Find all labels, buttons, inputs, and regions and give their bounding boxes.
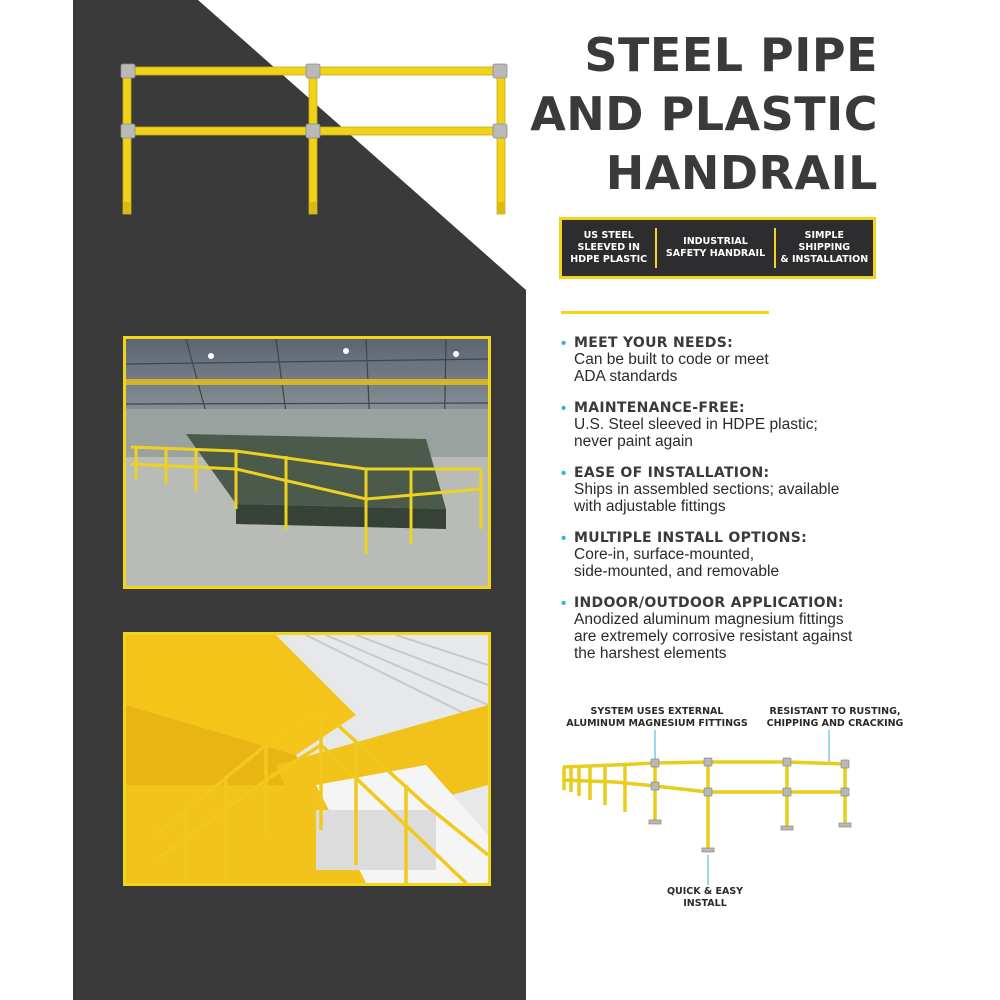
handrail-callout-diagram: [555, 730, 855, 890]
bullet-icon: •: [561, 335, 567, 352]
feature-list: [561, 335, 941, 677]
title-line-1: STEEL PIPE: [584, 28, 878, 82]
bullet-icon: •: [561, 400, 567, 417]
feature-heading: EASE OF INSTALLATION:: [574, 465, 770, 481]
feature-text: never paint again: [574, 433, 693, 450]
feature-text: are extremely corrosive resistant against: [574, 628, 853, 645]
feature-text: Ships in assembled sections; available: [574, 481, 840, 498]
feature-text: Core-in, surface-mounted,: [574, 546, 755, 563]
feature-text: ADA standards: [574, 368, 678, 385]
crane-walkway-photo: [123, 632, 491, 886]
feature-text: the harshest elements: [574, 645, 727, 662]
handrail-section-illustration: [118, 62, 508, 222]
feature-install-options: [561, 530, 941, 580]
feature-badge-strip: [559, 217, 876, 279]
bullet-icon: •: [561, 465, 567, 482]
feature-text: with adjustable fittings: [574, 498, 726, 515]
feature-text: Anodized aluminum magnesium fittings: [574, 611, 844, 628]
callout-fittings: SYSTEM USES EXTERNAL ALUMINUM MAGNESIUM FITTINGS: [566, 706, 748, 729]
feature-meet-needs: [561, 335, 941, 385]
feature-heading: INDOOR/OUTDOOR APPLICATION:: [574, 595, 844, 611]
feature-heading: MULTIPLE INSTALL OPTIONS:: [574, 530, 808, 546]
feature-text: U.S. Steel sleeved in HDPE plastic;: [574, 416, 818, 433]
feature-heading: MEET YOUR NEEDS:: [574, 335, 733, 351]
callout-install: QUICK & EASY INSTALL: [666, 886, 744, 909]
feature-ease-of-installation: [561, 465, 941, 515]
title-line-2: AND PLASTIC: [530, 87, 878, 141]
feature-indoor-outdoor: [561, 595, 941, 662]
bullet-icon: •: [561, 530, 567, 547]
feature-heading: MAINTENANCE-FREE:: [574, 400, 745, 416]
feature-text: side-mounted, and removable: [574, 563, 780, 580]
badge-industrial: INDUSTRIAL SAFETY HANDRAIL: [665, 236, 766, 259]
factory-floor-photo: [123, 336, 491, 589]
badge-shipping: SIMPLE SHIPPING & INSTALLATION: [780, 230, 869, 265]
feature-maintenance-free: [561, 400, 941, 450]
bullet-icon: •: [561, 595, 567, 612]
page-title: [530, 26, 878, 203]
callout-resistant: RESISTANT TO RUSTING, CHIPPING AND CRACKING: [766, 706, 904, 729]
feature-text: Can be built to code or meet: [574, 351, 769, 368]
title-line-3: HANDRAIL: [605, 146, 878, 200]
badge-us-steel: US STEEL SLEEVED IN HDPE PLASTIC: [570, 230, 648, 265]
accent-divider: [561, 311, 769, 314]
